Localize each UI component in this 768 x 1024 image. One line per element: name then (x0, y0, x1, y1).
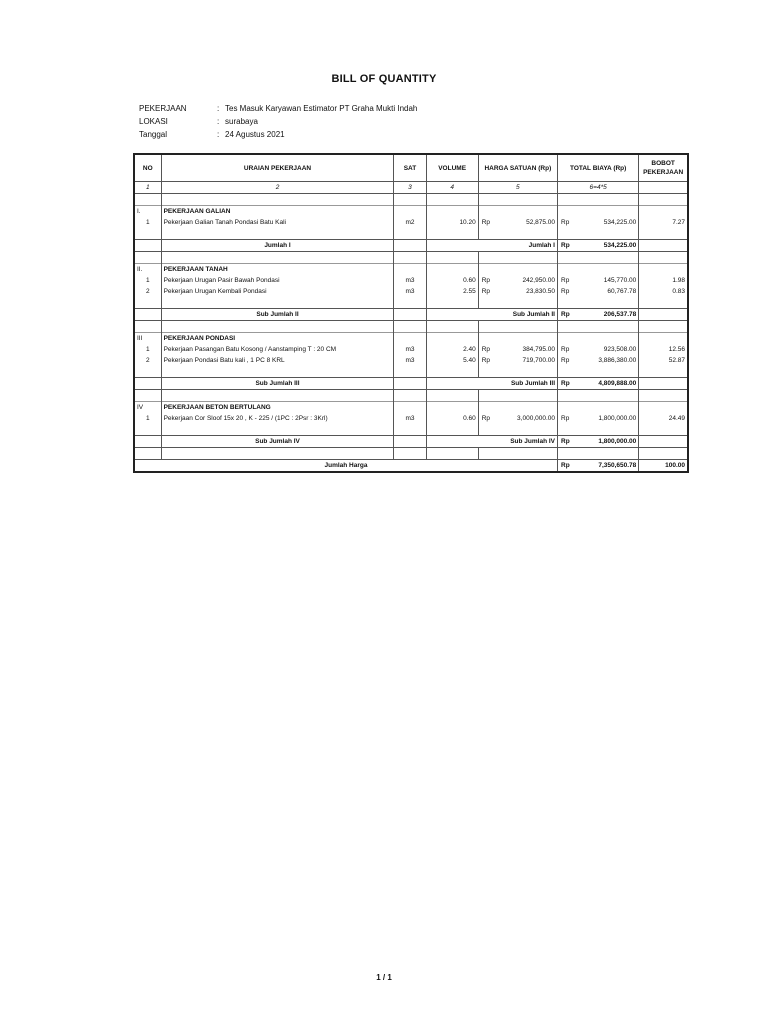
empty-cell (161, 366, 394, 378)
grand-total-bobot: 100.00 (639, 460, 688, 473)
item-volume: 5.40 (426, 355, 478, 366)
item-uraian: Pekerjaan Galian Tanah Pondasi Batu Kali (161, 217, 394, 228)
item-bobot: 1.98 (639, 275, 688, 286)
empty-cell (478, 402, 557, 414)
empty-cell (134, 390, 161, 402)
empty-cell (161, 228, 394, 240)
item-harga (478, 286, 557, 297)
header-bobot (639, 154, 688, 182)
item-uraian: Pekerjaan Urugan Pasir Bawah Pondasi (161, 275, 394, 286)
info-colon: : (217, 104, 220, 113)
empty-cell (426, 252, 478, 264)
empty-cell (426, 264, 478, 276)
item-volume: 10.20 (426, 217, 478, 228)
empty-cell (558, 424, 639, 436)
empty-cell (639, 402, 688, 414)
grand-total-row (134, 460, 688, 473)
empty-cell (394, 297, 426, 309)
section-no: III (134, 333, 161, 345)
empty-cell (558, 366, 639, 378)
item-total-value: 1,800,000.00 (598, 415, 637, 422)
spacer-row (134, 252, 688, 264)
item-harga (478, 344, 557, 355)
empty-cell (394, 206, 426, 218)
empty-cell (134, 297, 161, 309)
empty-cell (394, 378, 426, 390)
empty-cell (394, 264, 426, 276)
header-bobot-line1: BOBOT (651, 160, 675, 167)
empty-cell (394, 240, 426, 252)
spacer-row (134, 321, 688, 333)
currency-label: Rp (561, 415, 570, 422)
item-total (558, 275, 639, 286)
currency-label: Rp (561, 380, 570, 387)
empty-cell (478, 448, 557, 460)
header-total: TOTAL BIAYA (Rp) (558, 154, 639, 182)
empty-cell (426, 366, 478, 378)
section-header-row (134, 333, 688, 345)
empty-cell (478, 424, 557, 436)
subtotal-label-left: Jumlah I (161, 240, 394, 252)
item-total-value: 60,767.78 (607, 288, 637, 295)
empty-cell (639, 252, 688, 264)
subtotal-label-right: Jumlah I (426, 240, 557, 252)
empty-cell (134, 309, 161, 321)
empty-cell (161, 424, 394, 436)
item-uraian: Pekerjaan Cor Sloof 15x 20 , K - 225 / (1PC : 2Psr : 3Krl) (161, 413, 394, 424)
empty-cell (394, 402, 426, 414)
item-sat: m2 (394, 217, 426, 228)
item-row (134, 286, 688, 297)
item-row (134, 275, 688, 286)
header-row (134, 154, 688, 182)
item-bobot: 0.83 (639, 286, 688, 297)
item-bobot: 52.87 (639, 355, 688, 366)
info-lokasi (139, 117, 258, 126)
header-bobot-line2: PEKERJAAN (643, 169, 684, 176)
spacer-row (134, 228, 688, 240)
section-title: PEKERJAAN TANAH (161, 264, 394, 276)
empty-cell (639, 378, 688, 390)
item-volume: 2.40 (426, 344, 478, 355)
empty-cell (478, 264, 557, 276)
spacer-row (134, 448, 688, 460)
subtotal-amount-value: 4,809,888.00 (598, 380, 637, 387)
empty-cell (134, 321, 161, 333)
empty-cell (426, 424, 478, 436)
item-sat: m3 (394, 344, 426, 355)
empty-cell (161, 448, 394, 460)
index-cell: 2 (161, 182, 394, 194)
empty-cell (426, 297, 478, 309)
empty-cell (639, 206, 688, 218)
empty-cell (426, 321, 478, 333)
info-pekerjaan-value: Tes Masuk Karyawan Estimator PT Graha Mukti Indah (225, 104, 418, 113)
empty-cell (639, 436, 688, 448)
index-cell (639, 182, 688, 194)
subtotal-amount-value: 206,537.78 (603, 311, 637, 318)
item-harga-value: 3,000,000.00 (517, 415, 555, 422)
currency-label: Rp (481, 288, 491, 295)
empty-cell (394, 194, 426, 206)
subtotal-label-left: Sub Jumlah II (161, 309, 394, 321)
header-sat: SAT (394, 154, 426, 182)
item-harga-value: 719,700.00 (522, 357, 555, 364)
empty-cell (639, 194, 688, 206)
empty-cell (426, 402, 478, 414)
empty-cell (639, 366, 688, 378)
item-total (558, 344, 639, 355)
empty-cell (639, 333, 688, 345)
empty-cell (394, 448, 426, 460)
info-pekerjaan-label: PEKERJAAN (139, 104, 187, 113)
item-total (558, 286, 639, 297)
boq-body (134, 182, 688, 473)
spacer-row (134, 297, 688, 309)
page-number: 1 / 1 (376, 973, 392, 982)
empty-cell (134, 366, 161, 378)
currency-label: Rp (561, 357, 570, 364)
item-total-value: 3,886,380.00 (598, 357, 637, 364)
page-title: BILL OF QUANTITY (331, 73, 437, 85)
subtotal-amount (558, 240, 639, 252)
item-harga-value: 242,950.00 (522, 277, 555, 284)
spacer-row (134, 194, 688, 206)
empty-cell (478, 206, 557, 218)
item-total-value: 534,225.00 (603, 219, 637, 226)
empty-cell (426, 390, 478, 402)
empty-cell (134, 240, 161, 252)
item-uraian: Pekerjaan Urugan Kembali Pondasi (161, 286, 394, 297)
index-row (134, 182, 688, 194)
empty-cell (558, 333, 639, 345)
item-no: 1 (134, 344, 161, 355)
empty-cell (394, 424, 426, 436)
subtotal-label-left: Sub Jumlah III (161, 378, 394, 390)
empty-cell (478, 321, 557, 333)
empty-cell (558, 252, 639, 264)
empty-cell (394, 309, 426, 321)
section-title: PEKERJAAN PONDASI (161, 333, 394, 345)
header-harga: HARGA SATUAN (Rp) (478, 154, 557, 182)
item-harga (478, 275, 557, 286)
subtotal-label-right: Sub Jumlah IV (426, 436, 557, 448)
item-no: 1 (134, 217, 161, 228)
grand-total-label: Jumlah Harga (134, 460, 558, 473)
item-bobot: 12.56 (639, 344, 688, 355)
empty-cell (639, 424, 688, 436)
empty-cell (558, 321, 639, 333)
section-no: I. (134, 206, 161, 218)
empty-cell (478, 297, 557, 309)
empty-cell (426, 333, 478, 345)
section-no: II. (134, 264, 161, 276)
empty-cell (426, 194, 478, 206)
item-sat: m3 (394, 413, 426, 424)
item-sat: m3 (394, 355, 426, 366)
info-pekerjaan (139, 104, 417, 113)
info-colon: : (217, 130, 220, 139)
empty-cell (478, 252, 557, 264)
index-cell: 1 (134, 182, 161, 194)
empty-cell (394, 390, 426, 402)
header-uraian: URAIAN PEKERJAAN (161, 154, 394, 182)
item-harga-value: 52,875.00 (526, 219, 555, 226)
grand-total-amount-value: 7,350,650.78 (598, 462, 637, 469)
index-cell: 4 (426, 182, 478, 194)
subtotal-label-left: Sub Jumlah IV (161, 436, 394, 448)
empty-cell (558, 297, 639, 309)
item-row (134, 355, 688, 366)
currency-label: Rp (561, 311, 570, 318)
empty-cell (478, 390, 557, 402)
empty-cell (134, 194, 161, 206)
subtotal-row (134, 309, 688, 321)
subtotal-row (134, 240, 688, 252)
empty-cell (394, 321, 426, 333)
empty-cell (134, 424, 161, 436)
item-harga-value: 23,830.50 (526, 288, 555, 295)
empty-cell (161, 252, 394, 264)
spacer-row (134, 390, 688, 402)
item-total (558, 413, 639, 424)
item-row (134, 344, 688, 355)
empty-cell (134, 378, 161, 390)
item-volume: 0.60 (426, 413, 478, 424)
empty-cell (639, 309, 688, 321)
currency-label: Rp (481, 219, 491, 226)
spacer-row (134, 366, 688, 378)
empty-cell (558, 402, 639, 414)
empty-cell (394, 228, 426, 240)
info-tanggal-label: Tanggal (139, 130, 168, 139)
header-volume: VOLUME (426, 154, 478, 182)
currency-label: Rp (561, 219, 570, 226)
empty-cell (558, 206, 639, 218)
index-cell: 6=4*5 (558, 182, 639, 194)
subtotal-amount (558, 378, 639, 390)
currency-label: Rp (481, 277, 491, 284)
item-harga (478, 217, 557, 228)
empty-cell (394, 333, 426, 345)
empty-cell (134, 252, 161, 264)
subtotal-row (134, 436, 688, 448)
empty-cell (639, 228, 688, 240)
info-tanggal-value: 24 Agustus 2021 (225, 130, 285, 139)
info-colon: : (217, 117, 220, 126)
empty-cell (134, 448, 161, 460)
empty-cell (639, 264, 688, 276)
empty-cell (161, 297, 394, 309)
subtotal-amount (558, 309, 639, 321)
item-total (558, 355, 639, 366)
item-uraian: Pekerjaan Pasangan Batu Kosong / Aanstamping T : 20 CM (161, 344, 394, 355)
item-uraian: Pekerjaan Pondasi Batu kali , 1 PC 8 KRL (161, 355, 394, 366)
empty-cell (161, 321, 394, 333)
item-no: 1 (134, 413, 161, 424)
currency-label: Rp (481, 415, 491, 422)
subtotal-amount-value: 534,225.00 (603, 242, 637, 249)
section-header-row (134, 264, 688, 276)
currency-label: Rp (561, 242, 570, 249)
item-total-value: 923,508.00 (603, 346, 637, 353)
item-no: 2 (134, 355, 161, 366)
empty-cell (161, 194, 394, 206)
item-harga (478, 355, 557, 366)
currency-label: Rp (561, 277, 570, 284)
empty-cell (558, 390, 639, 402)
empty-cell (478, 228, 557, 240)
empty-cell (558, 228, 639, 240)
subtotal-row (134, 378, 688, 390)
item-sat: m3 (394, 275, 426, 286)
empty-cell (558, 194, 639, 206)
empty-cell (426, 448, 478, 460)
grand-total-amount (558, 460, 639, 473)
item-row (134, 217, 688, 228)
index-cell: 3 (394, 182, 426, 194)
item-total-value: 145,770.00 (603, 277, 637, 284)
item-harga (478, 413, 557, 424)
currency-label: Rp (481, 357, 491, 364)
boq-table (133, 153, 689, 473)
empty-cell (478, 366, 557, 378)
info-tanggal (139, 130, 285, 139)
empty-cell (394, 436, 426, 448)
item-no: 1 (134, 275, 161, 286)
empty-cell (134, 228, 161, 240)
empty-cell (639, 240, 688, 252)
item-volume: 0.60 (426, 275, 478, 286)
section-header-row (134, 206, 688, 218)
item-total (558, 217, 639, 228)
empty-cell (478, 333, 557, 345)
item-sat: m3 (394, 286, 426, 297)
currency-label: Rp (561, 288, 570, 295)
empty-cell (639, 448, 688, 460)
currency-label: Rp (481, 346, 491, 353)
section-title: PEKERJAAN GALIAN (161, 206, 394, 218)
empty-cell (134, 436, 161, 448)
section-header-row (134, 402, 688, 414)
info-lokasi-label: LOKASI (139, 117, 168, 126)
currency-label: Rp (561, 438, 570, 445)
item-no: 2 (134, 286, 161, 297)
empty-cell (394, 252, 426, 264)
item-bobot: 7.27 (639, 217, 688, 228)
subtotal-amount (558, 436, 639, 448)
section-no: IV (134, 402, 161, 414)
empty-cell (426, 206, 478, 218)
empty-cell (639, 390, 688, 402)
subtotal-amount-value: 1,800,000.00 (598, 438, 637, 445)
item-volume: 2.55 (426, 286, 478, 297)
empty-cell (478, 194, 557, 206)
currency-label: Rp (561, 462, 570, 469)
section-title: PEKERJAAN BETON BERTULANG (161, 402, 394, 414)
index-cell: 5 (478, 182, 557, 194)
empty-cell (558, 264, 639, 276)
item-row (134, 413, 688, 424)
empty-cell (558, 448, 639, 460)
empty-cell (639, 297, 688, 309)
item-bobot: 24.49 (639, 413, 688, 424)
subtotal-label-right: Sub Jumlah III (426, 378, 557, 390)
empty-cell (161, 390, 394, 402)
spacer-row (134, 424, 688, 436)
subtotal-label-right: Sub Jumlah II (426, 309, 557, 321)
empty-cell (394, 366, 426, 378)
header-no: NO (134, 154, 161, 182)
empty-cell (426, 228, 478, 240)
empty-cell (639, 321, 688, 333)
info-lokasi-value: surabaya (225, 117, 258, 126)
currency-label: Rp (561, 346, 570, 353)
item-harga-value: 384,795.00 (522, 346, 555, 353)
